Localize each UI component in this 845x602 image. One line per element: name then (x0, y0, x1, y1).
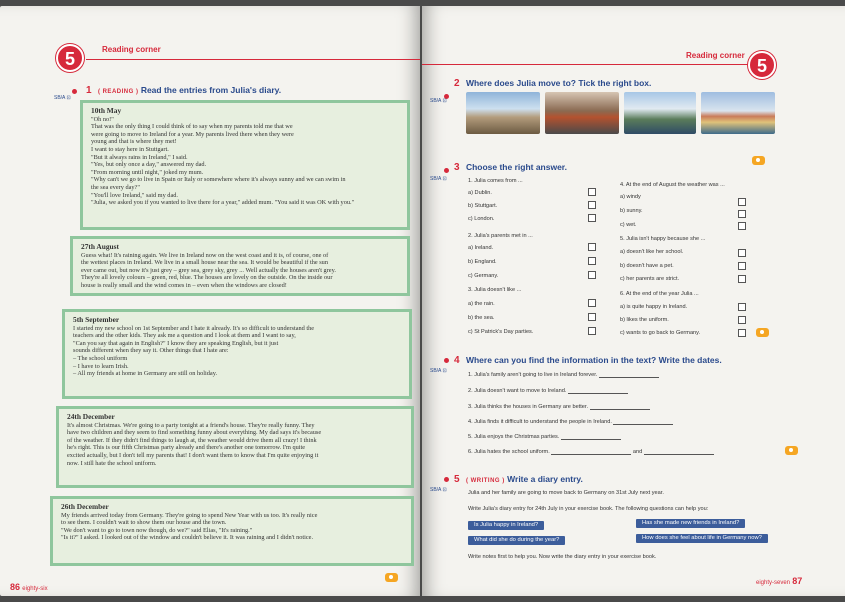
prompt-box: Is Julia happy in Ireland? (468, 521, 544, 530)
exercise-1-header (86, 85, 281, 96)
tick-box[interactable] (738, 262, 746, 270)
entry-line: I started my new school on 1st September and I hate it already. It's so difficult to understand the (73, 324, 315, 332)
corner-title: Reading corner (686, 51, 745, 60)
sentence-text: 5. Julia enjoys the Christmas parties. (468, 434, 560, 440)
entry-line: My friends arrived today from Germany. They're going to spend New Year with us too. It's really nice (61, 511, 318, 519)
entry-line: have two children and they seem to find something funny about everything. My dad says it's because (67, 429, 322, 437)
tick-box[interactable] (588, 214, 596, 222)
entry-line: to see them. I couldn't wait to show them our house and the town. (61, 519, 227, 527)
tick-box[interactable] (588, 327, 596, 335)
sentence-row (468, 388, 628, 394)
sentence-text: 4. Julia finds it difficult to understand the people in Ireland. (468, 419, 612, 425)
tick-box[interactable] (738, 329, 746, 337)
sentence-text: 3. Julia thinks the houses in Germany are better. (468, 404, 589, 410)
entry-line: he's right. This is our fifth Christmas party already and there's another one tomorrow. I'm quite (67, 444, 306, 452)
question-text: 3. Julia doesn't like ... (468, 287, 522, 293)
and-word: and (632, 449, 643, 455)
question-text: 4. At the end of August the weather was ... (620, 182, 725, 188)
entry-line: now. I still hate the school uniform. (67, 459, 157, 467)
entry-line: "Yes, but only once a day," answered my dad. (91, 161, 207, 169)
instruction-text: Write notes first to help you. Now write the diary entry in your exercise book. (468, 554, 657, 560)
exercise-tag: ( READING ) (97, 89, 139, 95)
tick-box[interactable] (588, 201, 596, 209)
entry-date: 24th December (67, 412, 115, 421)
sentence-row (468, 434, 621, 440)
option-text: b) sunny. (620, 208, 643, 214)
audio-icon (385, 573, 398, 582)
option-text: c) wet. (620, 222, 637, 228)
unit-badge (748, 51, 776, 79)
answer-line[interactable] (644, 450, 714, 455)
option-text: a) the rain. (468, 301, 495, 307)
exercise-instruction: Where can you find the information in the text? Write the dates. (465, 355, 722, 365)
page-number-word: eighty-six (22, 586, 48, 592)
entry-line: young and that is where they met! (91, 138, 177, 146)
tick-box[interactable] (588, 257, 596, 265)
entry-line: the wettest places in Ireland. We live in a small house near the sea. It would be beautiful if the sun (81, 259, 328, 267)
question-text: 5. Julia isn't happy because she ... (620, 236, 706, 242)
entry-date: 10th May (91, 106, 122, 115)
header-rule (86, 59, 420, 60)
entry-line: "But it always rains in Ireland," I said. (91, 153, 188, 161)
exercise-number: 3 (454, 162, 460, 173)
option-text: c) her parents are strict. (620, 276, 680, 282)
entry-date: 26th December (61, 502, 109, 511)
exercise-icon: SB/A ⊡ (54, 95, 71, 101)
option-text: a) is quite happy in Ireland. (620, 304, 688, 310)
instruction-text: Julia and her family are going to move back to Germany on 31st July next year. (468, 490, 664, 496)
exercise-dot (444, 477, 449, 482)
diary-entry (70, 236, 410, 296)
entry-line: "Is it?" I asked. I looked out of the window and couldn't believe it. It was raining and I didn't notice. (61, 534, 314, 542)
exercise-instruction: Read the entries from Julia's diary. (140, 85, 282, 95)
answer-line[interactable] (599, 373, 659, 378)
tick-box[interactable] (738, 210, 746, 218)
tick-box[interactable] (588, 299, 596, 307)
answer-line[interactable] (561, 435, 621, 440)
tick-box[interactable] (738, 198, 746, 206)
instruction-text: Write Julia's diary entry for 24th July in your exercise book. The following questions can help you: (468, 506, 709, 512)
exercise-dot (72, 89, 77, 94)
tick-box[interactable] (738, 303, 746, 311)
entry-line: ever came out, but now it's just grey – grey sea, grey sky, grey ... Well actually the houses aren't grey. (81, 266, 336, 274)
entry-line: It's almost Christmas. We're going to a party tonight at a friend's house. They're really funny. They (67, 421, 315, 429)
entry-line: – The school uniform (73, 354, 128, 362)
option-text: b) the sea. (468, 315, 495, 321)
exercise-dot (444, 168, 449, 173)
option-text: a) doesn't like her school. (620, 249, 684, 255)
sentence-row (468, 372, 659, 378)
entry-line: excited actually, but I don't tell my parents that! I don't want them to know that I'm quite enjoying it (67, 451, 319, 459)
audio-icon (756, 328, 769, 337)
question-text: 1. Julia comes from ... (468, 178, 523, 184)
entry-line: "We don't want to go to town now though, do we?" said Elias, "It's raining." (61, 526, 253, 534)
question-text: 2. Julia's parents met in ... (468, 233, 533, 239)
tick-box[interactable] (738, 249, 746, 257)
entry-line: "Can you say that again in English?" I know they are speaking English, but it just (73, 339, 279, 347)
sentence-row (468, 419, 673, 425)
entry-line: "From morning until night," joked my mum. (91, 168, 204, 176)
option-text: c) St Patrick's Day parties. (468, 329, 534, 335)
exercise-2-header (454, 78, 651, 89)
unit-badge (56, 44, 84, 72)
entry-line: That was the only thing I could think of to say when my parents told me that we (91, 123, 293, 131)
option-text: a) Ireland. (468, 245, 494, 251)
answer-line[interactable] (613, 420, 673, 425)
exercise-instruction: Write a diary entry. (507, 474, 583, 484)
entry-line: teachers and the other kids. They ask me a question and I look at them and I want to say, (73, 332, 296, 340)
corner-title: Reading corner (102, 45, 161, 54)
tick-box[interactable] (738, 316, 746, 324)
diary-entry (80, 100, 410, 230)
prompt-box: Has she made new friends in Ireland? (636, 519, 745, 528)
exercise-instruction: Where does Julia move to? Tick the right box. (465, 78, 652, 88)
entry-line: Guess what! It's raining again. We live in Ireland now on the west coast and it is, of course, one of (81, 251, 329, 259)
exercise-instruction: Choose the right answer. (465, 162, 568, 172)
tick-box[interactable] (588, 313, 596, 321)
entry-line: "Julia, we asked you if you wanted to live there for a year," added mum. "You said it was OK with you." (91, 199, 355, 207)
left-page (0, 6, 420, 596)
option-text: a) windy (620, 194, 641, 200)
entry-date: 5th September (73, 315, 120, 324)
header-rule (422, 64, 752, 65)
exercise-number: 1 (86, 85, 92, 96)
entry-line: I want to stay here in Stuttgart. (91, 145, 169, 153)
right-page (422, 6, 845, 596)
exercise-tag: ( WRITING ) (465, 478, 505, 484)
entry-line: – All my friends at home in Germany are still on holiday. (73, 370, 218, 378)
answer-line[interactable] (590, 405, 650, 410)
tick-box[interactable] (738, 275, 746, 283)
entry-line: – I have to learn Irish. (73, 362, 129, 370)
tick-box[interactable] (588, 188, 596, 196)
exercise-4-header (454, 355, 722, 366)
entry-line: house is really small and the wind comes in – even when the windows are closed! (81, 281, 287, 289)
page-number-value: 86 (10, 582, 21, 592)
entry-line: the sea every day?" (91, 183, 140, 191)
answer-line[interactable] (551, 450, 631, 455)
tick-box[interactable] (738, 222, 746, 230)
exercise-dot (444, 358, 449, 363)
photo-dublin-street (466, 92, 540, 134)
entry-line: of the weather. If they didn't find things to laugh at, the weather would drive them all crazy! I think (67, 436, 317, 444)
exercise-icon: SB/A ⊡ (430, 487, 447, 493)
entry-line: were going to move to Ireland for a year. My parents lived there when they were (91, 130, 294, 138)
option-text: b) Stuttgart. (468, 203, 498, 209)
exercise-number: 2 (454, 78, 460, 89)
page-number (10, 582, 48, 592)
page-number (756, 576, 802, 586)
entry-date: 27th August (81, 242, 119, 251)
photo-city-street (545, 92, 619, 134)
diary-entry (50, 496, 414, 566)
diary-entry (62, 309, 412, 399)
unit-number: 5 (756, 56, 767, 76)
exercise-3-header (454, 162, 567, 173)
exercise-icon: SB/A ⊡ (430, 176, 447, 182)
audio-icon (785, 446, 798, 455)
question-text: 6. At the end of the year Julia ... (620, 291, 699, 297)
photo-harbour (624, 92, 696, 134)
option-text: b) England. (468, 259, 497, 265)
entry-line: They're all lovely colours – green, red, blue. The houses are lovely on the outside. On the inside our (81, 274, 333, 282)
sentence-text: 2. Julia doesn't want to move to Ireland. (468, 388, 567, 394)
page-number-value: 87 (792, 576, 803, 586)
entry-line: "Why can't we go to live in Spain or Italy or somewhere where it's always sunny and we can swim in (91, 176, 346, 184)
tick-box[interactable] (588, 243, 596, 251)
prompt-box: How does she feel about life in Germany now? (636, 534, 768, 543)
prompt-box: What did she do during the year? (468, 536, 565, 545)
option-text: b) doesn't have a pet. (620, 263, 674, 269)
option-text: c) Germany. (468, 273, 499, 279)
sentence-text: 1. Julia's family aren't going to live in Ireland forever. (468, 372, 598, 378)
entry-line: "You'll love Ireland," said my dad. (91, 191, 178, 199)
exercise-number: 5 (454, 474, 460, 485)
sentence-row (468, 449, 714, 455)
tick-box[interactable] (588, 271, 596, 279)
exercise-icon: SB/A ⊡ (430, 368, 447, 374)
entry-line: "Oh no!" (91, 115, 114, 123)
photo-colourful-houses (701, 92, 775, 134)
audio-icon (752, 156, 765, 165)
exercise-5-header (454, 474, 583, 485)
option-text: c) wants to go back to Germany. (620, 330, 701, 336)
option-text: b) likes the uniform. (620, 317, 669, 323)
sentence-row (468, 404, 650, 410)
answer-line[interactable] (568, 389, 628, 394)
option-text: a) Dublin. (468, 190, 492, 196)
entry-line: sounds different when they say it. Other things that I hate are: (73, 347, 229, 355)
exercise-number: 4 (454, 355, 460, 366)
diary-entry (56, 406, 414, 488)
sentence-text: 6. Julia hates the school uniform. (468, 449, 550, 455)
page-number-word: eighty-seven (756, 580, 791, 586)
option-text: c) London. (468, 216, 495, 222)
unit-number: 5 (64, 49, 75, 69)
exercise-icon: SB/A ⊡ (430, 98, 447, 104)
